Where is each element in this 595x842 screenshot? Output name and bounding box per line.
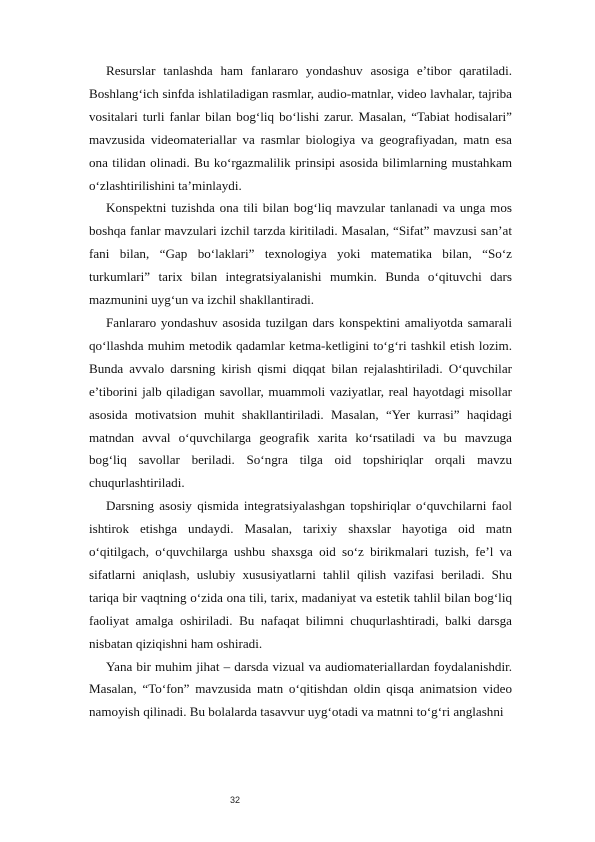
paragraph-visual-audio: Yana bir muhim jihat – darsda vizual va audiomateriallardan foydalanishdir. Masalan, “To‘fon” mavzusida matn o‘qitishdan oldin qisqa animatsion video namoyish qilinadi. Bu bolalarda tasavvur uyg‘otadi va matnni to‘g‘ri anglashni: [89, 658, 512, 720]
paragraph-methodical-steps: Fanlararo yondashuv asosida tuzilgan dars konspektini amaliyotda samarali qo‘llashda muhim metodik qadamlar ketma-ketligini to‘g‘ri tashkil etish lozim. Bunda avvalo darsning kirish qismi diqqat bilan rejalashtiriladi. O‘quvchilar e’tiborini jalb qiladigan savollar, muammoli vaziyatlar, real hayotdagi misollar asosida motivatsion muhit shakllantiriladi. Masalan, “Yer kurrasi” haqidagi matndan avval o‘quvchilarga geografik xarita ko‘rsatiladi va bu mavzuga bog‘liq savollar beriladi. So‘ngra tilga oid topshiriqlar orqali mavzu chuqurlashtiriladi.: [89, 314, 512, 491]
document-body: [89, 60, 512, 724]
page-number: 32: [230, 795, 241, 805]
paragraph-resources: Resurslar tanlashda ham fanlararo yondashuv asosiga e’tibor qaratiladi. Boshlang‘ich sinfda ishlatiladigan rasmlar, audio-matnlar, video lavhalar, tajriba vositalari turli fanlar bilan bog‘liq bo‘lishi zarur. Masalan, “Tabiat hodisalari” mavzusida videomateriallar va rasmlar biologiya va geografiyadan, matn esa ona tilidan olinadi. Bu ko‘rgazmalilik prinsipi asosida bilimlarning mustahkam o‘zlashtirilishini ta’minlaydi.: [89, 63, 512, 193]
paragraph-outline: Konspektni tuzishda ona tili bilan bog‘liq mavzular tanlanadi va unga mos boshqa fanlar mavzulari izchil tarzda kiritiladi. Masalan, “Sifat” mavzusi san’at fani bilan, “Gap bo‘laklari” texnologiya yoki matematika bilan, “So‘z turkumlari” tarix bilan integratsiyalanishi mumkin. Bunda o‘qituvchi dars mazmunini uyg‘un va izchil shakllantiradi.: [89, 200, 512, 308]
paragraph-main-part: Darsning asosiy qismida integratsiyalashgan topshiriqlar o‘quvchilarni faol ishtirok etishga undaydi. Masalan, tarixiy shaxslar hayotiga oid matn o‘qitilgach, o‘quvchilarga ushbu shaxsga oid so‘z birikmalari tuzish, fe’l va sifatlarni aniqlash, uslubiy xususiyatlarni tahlil qilish vazifasi beriladi. Shu tariqa bir vaqtning o‘zida ona tili, tarix, madaniyat va estetik tahlil bilan bog‘liq faoliyat amalga oshiriladi. Bu nafaqat bilimni chuqurlashtiradi, balki darsga nisbatan qiziqishni ham oshiradi.: [89, 498, 512, 651]
